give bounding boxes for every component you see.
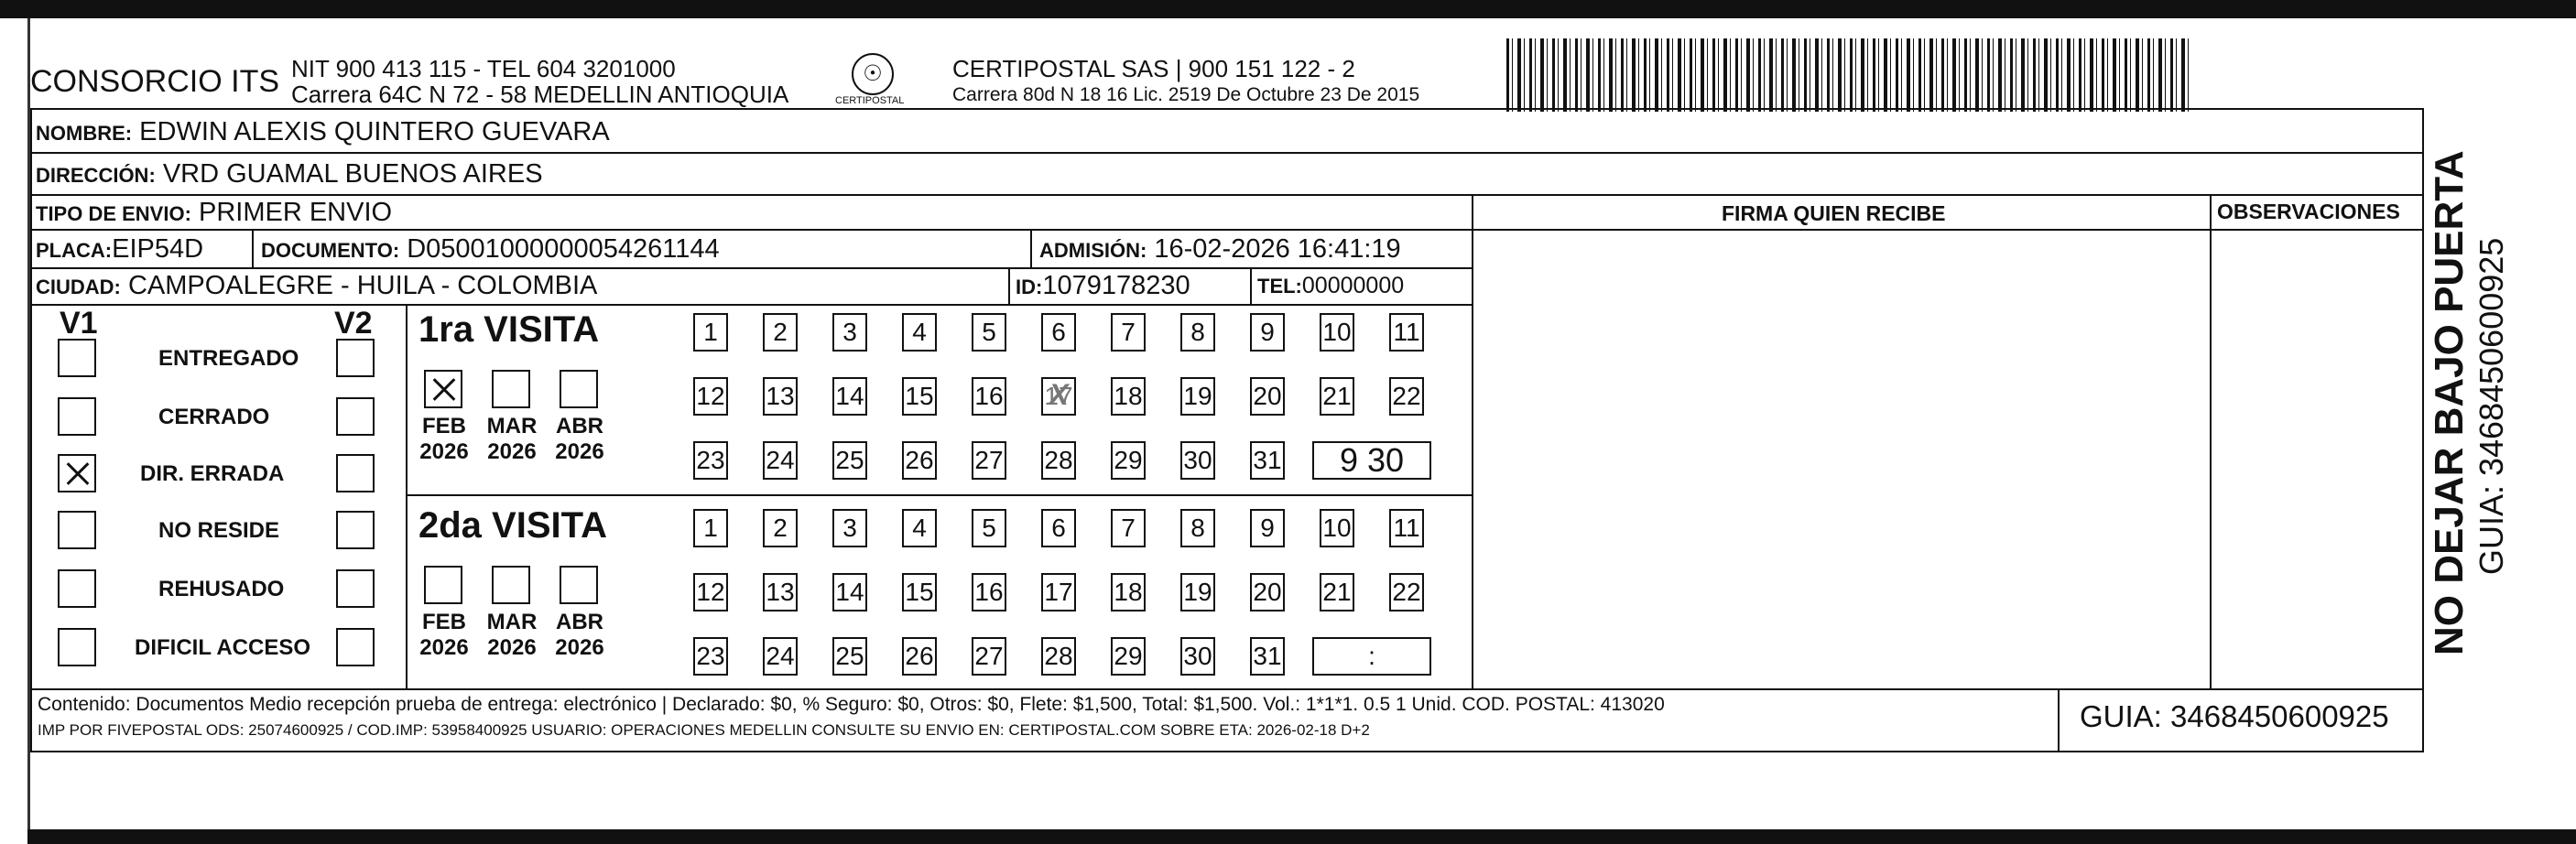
rule <box>2058 688 2060 751</box>
day-box[interactable]: 1 <box>693 509 728 547</box>
first-visit-title: 1ra VISITA <box>418 309 600 350</box>
ciudad-value: CAMPOALEGRE - HUILA - COLOMBIA <box>127 271 598 300</box>
month-name: ABR <box>556 414 603 438</box>
month-label <box>484 414 539 465</box>
placa-value: EIP54D <box>112 234 204 264</box>
status-option-label: NO RESIDE <box>158 518 280 543</box>
day-box[interactable]: 4 <box>902 509 937 547</box>
side-guia: GUIA: 3468450600925 <box>2473 237 2510 575</box>
certipostal-address: Carrera 80d N 18 16 Lic. 2519 De Octubre 23 De 2015 <box>952 84 1420 105</box>
rule <box>32 229 2422 231</box>
status-option-label: DIFICIL ACCESO <box>135 635 311 660</box>
month-year: 2026 <box>555 635 604 660</box>
v1-checkbox[interactable] <box>58 339 96 377</box>
day-box[interactable]: 17 X <box>1041 377 1076 416</box>
day-box[interactable]: 18 <box>1111 573 1146 611</box>
nit-line: NIT 900 413 115 - TEL 604 3201000 <box>291 55 676 82</box>
address-line: Carrera 64C N 72 - 58 MEDELLIN ANTIOQUIA <box>291 81 789 108</box>
month-year: 2026 <box>487 635 537 660</box>
day-box[interactable]: 19 <box>1180 573 1215 611</box>
rule <box>1030 229 1032 267</box>
footer-guia: GUIA: 3468450600925 <box>2080 699 2389 733</box>
month-checkbox[interactable] <box>560 566 598 604</box>
month-checkbox[interactable] <box>492 370 530 408</box>
month-checkbox[interactable] <box>492 566 530 604</box>
day-box[interactable]: 24 <box>763 441 798 480</box>
day-box[interactable]: 19 <box>1180 377 1215 416</box>
rule <box>406 304 408 688</box>
time-box[interactable]: : <box>1312 637 1431 676</box>
day-box[interactable]: 13 <box>763 573 798 611</box>
day-box[interactable]: 26 <box>902 637 937 676</box>
day-box[interactable]: 23 <box>693 637 728 676</box>
day-box[interactable]: 7 <box>1111 509 1146 547</box>
logo-text: CERTIPOSTAL <box>835 95 905 106</box>
v2-checkbox[interactable] <box>336 339 375 377</box>
day-box[interactable]: 21 <box>1320 377 1354 416</box>
day-box[interactable]: 18 <box>1111 377 1146 416</box>
day-box[interactable]: 12 <box>693 377 728 416</box>
top-border <box>0 0 2576 18</box>
certipostal-logo-icon: ☉ <box>852 53 894 95</box>
admision-label: ADMISIÓN: <box>1039 239 1147 262</box>
day-box[interactable]: 17 <box>1041 573 1076 611</box>
day-box[interactable]: 31 <box>1250 441 1285 480</box>
day-box[interactable]: 20 <box>1250 573 1285 611</box>
firma-header: FIRMA QUIEN RECIBE <box>1722 201 1946 225</box>
month-name: ABR <box>556 610 603 634</box>
admision-value: 16-02-2026 16:41:19 <box>1154 234 1401 264</box>
day-box[interactable]: 26 <box>902 441 937 480</box>
month-label <box>417 610 472 661</box>
month-year: 2026 <box>419 635 469 660</box>
month-name: FEB <box>422 414 466 438</box>
day-box[interactable]: 16 <box>972 377 1006 416</box>
month-label <box>552 414 607 465</box>
day-box[interactable]: 13 <box>763 377 798 416</box>
day-box[interactable]: 8 <box>1180 509 1215 547</box>
certipostal-line: CERTIPOSTAL SAS | 900 151 122 - 2 <box>952 55 1355 82</box>
rule <box>32 304 1472 306</box>
v1-checkbox[interactable] <box>58 454 96 492</box>
month-label <box>552 610 607 661</box>
rule <box>252 229 254 267</box>
status-option-label: ENTREGADO <box>158 346 299 371</box>
month-name: MAR <box>486 414 538 438</box>
id-value: 1079178230 <box>1042 271 1190 300</box>
day-box[interactable]: 15 <box>902 573 937 611</box>
day-box[interactable]: 8 <box>1180 313 1215 352</box>
month-checkbox[interactable] <box>560 370 598 408</box>
day-box[interactable]: 5 <box>972 509 1006 547</box>
day-box[interactable]: 22 <box>1389 377 1424 416</box>
v2-label: V2 <box>334 306 373 341</box>
v1-label: V1 <box>60 306 98 341</box>
day-box[interactable]: 21 <box>1320 573 1354 611</box>
rule <box>406 494 1472 496</box>
day-box[interactable]: 14 <box>832 573 867 611</box>
day-box[interactable]: 16 <box>972 573 1006 611</box>
day-box[interactable]: 29 <box>1111 637 1146 676</box>
observaciones-header: OBSERVACIONES <box>2217 200 2400 223</box>
day-box[interactable]: 25 <box>832 637 867 676</box>
v1-checkbox[interactable] <box>58 511 96 549</box>
day-box[interactable]: 12 <box>693 573 728 611</box>
day-box[interactable]: 10 <box>1320 313 1354 352</box>
day-box[interactable]: 7 <box>1111 313 1146 352</box>
month-checkbox[interactable] <box>424 566 462 604</box>
day-box[interactable]: 4 <box>902 313 937 352</box>
v2-checkbox[interactable] <box>336 397 375 436</box>
day-box[interactable]: 9 <box>1250 313 1285 352</box>
day-box[interactable]: 20 <box>1250 377 1285 416</box>
second-visit-title: 2da VISITA <box>418 505 607 546</box>
rule <box>32 152 2422 154</box>
day-box[interactable]: 24 <box>763 637 798 676</box>
day-box[interactable]: 9 <box>1250 509 1285 547</box>
nombre-value: EDWIN ALEXIS QUINTERO GUEVARA <box>139 117 610 146</box>
day-box[interactable]: 11 <box>1389 313 1424 352</box>
guide-form <box>30 108 2424 752</box>
time-box[interactable]: 9 30 <box>1312 441 1431 480</box>
month-name: FEB <box>422 610 466 634</box>
day-box[interactable]: 29 <box>1111 441 1146 480</box>
month-checkbox[interactable] <box>424 370 462 408</box>
tel-value: 00000000 <box>1301 273 1405 298</box>
v2-checkbox[interactable] <box>336 628 375 666</box>
month-year: 2026 <box>555 439 604 464</box>
day-box[interactable]: 28 <box>1041 441 1076 480</box>
imp-text: IMP POR FIVEPOSTAL ODS: 25074600925 / COD.IMP: 53958400925 USUARIO: OPERACIONES MEDELLIN CONSULTE SU ENVIO EN: CERTIPOSTAL.COM SOBRE ETA: 2026-02-18 D+2 <box>38 721 1370 739</box>
day-box[interactable]: 27 <box>972 441 1006 480</box>
day-box[interactable]: 6 <box>1041 509 1076 547</box>
rule <box>1008 267 1010 304</box>
day-box[interactable]: 15 <box>902 377 937 416</box>
day-box[interactable]: 22 <box>1389 573 1424 611</box>
rule <box>32 688 2422 690</box>
day-box[interactable]: 30 <box>1180 637 1215 676</box>
day-box[interactable]: 6 <box>1041 313 1076 352</box>
placa-label: PLACA: <box>36 239 113 262</box>
month-name: MAR <box>486 610 538 634</box>
direccion-label: DIRECCIÓN: <box>36 164 156 187</box>
v1-checkbox[interactable] <box>58 628 96 666</box>
tipo-label: TIPO DE ENVIO: <box>36 202 191 225</box>
rule <box>32 267 1472 269</box>
status-option-label: DIR. ERRADA <box>140 461 285 486</box>
company-name: CONSORCIO ITS <box>30 64 280 99</box>
contenido-text: Contenido: Documentos Medio recepción prueba de entrega: electrónico | Declarado: $0, % Seguro: $0, Otros: $0, Flete: $1,500, Total: $1,500. Vol.: 1*1*1. 0.5 1 Unid. COD. POSTAL: 413020 <box>38 694 1665 715</box>
rule <box>1472 194 1473 688</box>
direccion-value: VRD GUAMAL BUENOS AIRES <box>162 159 543 189</box>
documento-value: D05001000000054261144 <box>407 234 720 264</box>
day-box[interactable]: 3 <box>832 313 867 352</box>
month-year: 2026 <box>419 439 469 464</box>
v2-checkbox[interactable] <box>336 511 375 549</box>
documento-label: DOCUMENTO: <box>261 239 400 262</box>
day-box[interactable]: 14 <box>832 377 867 416</box>
rule <box>1250 267 1252 304</box>
v2-checkbox[interactable] <box>336 454 375 492</box>
day-box[interactable]: 5 <box>972 313 1006 352</box>
day-box[interactable]: 2 <box>763 509 798 547</box>
v2-checkbox[interactable] <box>336 569 375 608</box>
day-box[interactable]: 23 <box>693 441 728 480</box>
day-box[interactable]: 2 <box>763 313 798 352</box>
status-option-label: CERRADO <box>158 405 270 429</box>
day-box[interactable]: 27 <box>972 637 1006 676</box>
month-label <box>417 414 472 465</box>
day-box[interactable]: 28 <box>1041 637 1076 676</box>
tel-label: TEL: <box>1257 275 1302 298</box>
v1-checkbox[interactable] <box>58 397 96 436</box>
ciudad-label: CIUDAD: <box>36 276 121 298</box>
month-label <box>484 610 539 661</box>
rule <box>32 194 2422 196</box>
rule <box>2210 194 2212 688</box>
day-box[interactable]: 30 <box>1180 441 1215 480</box>
day-box[interactable]: 1 <box>693 313 728 352</box>
day-box[interactable]: 3 <box>832 509 867 547</box>
id-label: ID: <box>1016 276 1043 298</box>
tipo-value: PRIMER ENVIO <box>198 198 393 227</box>
day-box[interactable]: 10 <box>1320 509 1354 547</box>
day-box[interactable]: 31 <box>1250 637 1285 676</box>
v1-checkbox[interactable] <box>58 569 96 608</box>
bottom-border <box>27 829 2576 844</box>
nombre-label: NOMBRE: <box>36 122 133 145</box>
day-box[interactable]: 11 <box>1389 509 1424 547</box>
barcode <box>1506 38 2193 112</box>
status-option-label: REHUSADO <box>158 577 285 601</box>
day-box[interactable]: 25 <box>832 441 867 480</box>
month-year: 2026 <box>487 439 537 464</box>
warning-text: NO DEJAR BAJO PUERTA <box>2427 150 2472 655</box>
